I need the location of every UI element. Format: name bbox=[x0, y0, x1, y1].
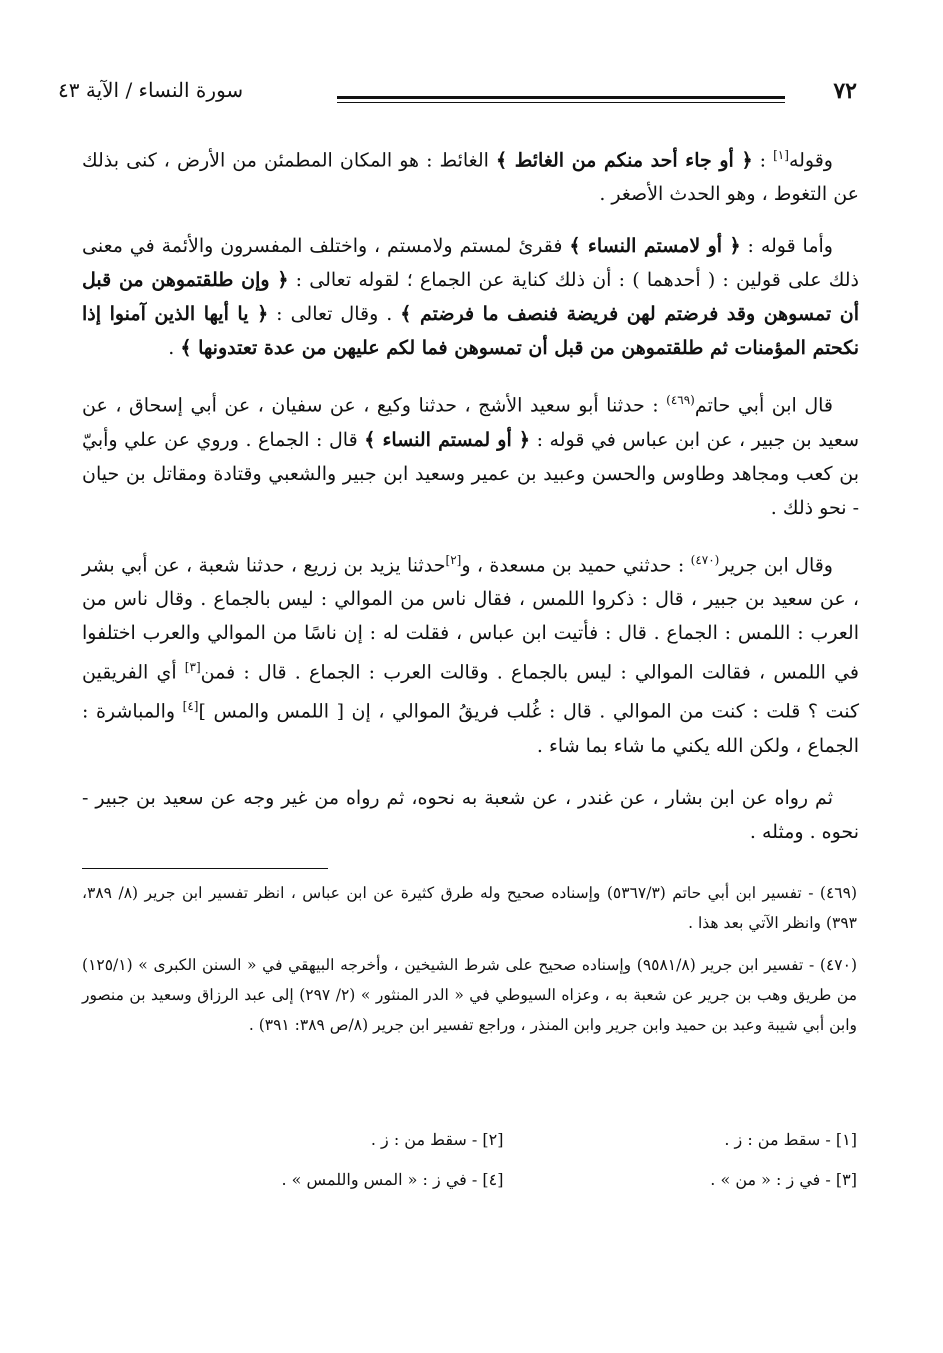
paragraph-text: أي الفريقين كنت ؟ قلت : كنت من الموالي . قال : غُلب فريقُ الموالي ، إن [ اللمس والمس ] bbox=[82, 661, 859, 723]
paragraph-text: ثم رواه عن ابن بشار ، عن غندر ، عن شعبة به نحوه، ثم رواه من غير وجه عن سعيد بن جبير - نحوه . ومثله . bbox=[82, 786, 859, 843]
reference-mark: (٤٧٠) bbox=[690, 552, 720, 567]
paragraph-text: قال : الجماع . وروي عن علي وأبيّ بن كعب ومجاهد وطاوس والحسن وعبيد بن عمير وسعيد ابن جبير والشعبي وقتادة ومقاتل بن حيان - نحو ذلك . bbox=[82, 428, 859, 519]
main-text bbox=[82, 138, 859, 867]
reference-mark: [٤] bbox=[182, 699, 199, 714]
page-number: ٧٢ bbox=[833, 78, 857, 104]
reference-mark: (٤٦٩) bbox=[666, 393, 695, 408]
quran-verse: ﴿ يا أيها الذين آمنوا إذا نكحتم المؤمنات ثم طلقتموهن من قبل أن تمسوهن فما لكم عليهن من عدة تعتدونها ﴾ bbox=[82, 303, 859, 360]
paragraph bbox=[82, 781, 859, 849]
quran-verse: ﴿ وإن طلقتموهن من قبل أن تمسوهن وقد فرضتم لهن فريضة فنصف ما فرضتم ﴾ bbox=[82, 269, 860, 326]
apparatus-note: [٢] - سقط من : ز . bbox=[370, 1130, 504, 1149]
paragraph-text: حدثنا يزيد بن زريع ، حدثنا شعبة ، عن أبي بشر ، عن سعيد بن جبير ، قال : ذكروا اللمس ، فقال ناس من الموالي : ليس بالجماع . وقال ناس من العرب : اللمس : الجماع . قال : فأتيت ابن عباس ، فقلت له : إن ناسًا من الموالي والعرب اختلفوا في اللمس ، فقالت الموالي : ليس بالجماع . وقالت العرب : الجماع . قال : فمن bbox=[82, 553, 859, 684]
paragraph-text: : حدثنا أبو سعيد الأشج ، حدثنا وكيع ، عن سفيان ، عن أبي إسحاق ، عن سعيد بن جبير ، عن ابن عباس في قوله : bbox=[82, 394, 859, 451]
paragraph-text: فقرئ لمستم ولامستم ، واختلف المفسرون والأئمة في معنى ذلك على قولين : ( أحدهما ) : أن ذلك كناية عن الجماع ؛ لقوله تعالى : bbox=[82, 235, 859, 292]
paragraph-text: والمباشرة : الجماع ، ولكن الله يكني ما شاء بما شاء . bbox=[82, 700, 859, 757]
quran-verse: ﴿ أو لمستم النساء ﴾ bbox=[364, 428, 531, 451]
paragraph-text: . وقال تعالى : bbox=[268, 303, 401, 326]
reference-mark: [٢] bbox=[445, 552, 462, 567]
paragraph bbox=[82, 383, 859, 524]
footnote: (٤٧٠) - تفسير ابن جرير (٩٥٨١/٨) وإسناده صحيح على شرط الشيخين ، وأخرجه البيهقي في « السنن الكبرى » (١٢٥/١) من طريق وهب بن جرير عن شعبة به ، وعزاه السيوطي في « الدر المنثور » (٢/ ٢٩٧) إلى عبد الرزاق وسعيد بن منصور وابن أبي شيبة وعبد بن حميد وابن جرير وابن المنذر ، وراجع تفسير ابن جرير (٨/ص ٣٨٩: ٣٩١) . bbox=[82, 956, 857, 1034]
paragraph-text: وأما قوله : bbox=[740, 235, 833, 258]
reference-mark: [٣] bbox=[184, 659, 201, 674]
paragraph bbox=[82, 138, 859, 211]
running-title: سورة النساء / الآية ٤٣ bbox=[58, 78, 244, 102]
paragraph-text: وقال ابن جرير bbox=[719, 553, 833, 576]
apparatus-note: [٤] - في ز : « المس واللمس » . bbox=[281, 1170, 504, 1189]
footnote: (٤٦٩) - تفسير ابن أبي حاتم (٥٣٦٧/٣) وإسناده صحيح وله طرق كثيرة عن ابن عباس ، انظر تفسير ابن جرير (٨/ ٣٨٩، ٣٩٣) وانظر الآتي بعد هذا . bbox=[82, 884, 857, 932]
paragraph-text: . bbox=[168, 337, 181, 360]
apparatus-notes bbox=[150, 1120, 857, 1200]
footnote-separator bbox=[82, 868, 328, 869]
note-row bbox=[150, 1160, 857, 1200]
reference-mark: [١] bbox=[773, 148, 789, 162]
page-header bbox=[58, 78, 857, 118]
apparatus-note: [١] - سقط من : ز . bbox=[724, 1130, 857, 1149]
paragraph-text: قال ابن أبي حاتم bbox=[694, 394, 833, 417]
apparatus-note: [٣] - في ز : « من » . bbox=[710, 1170, 857, 1189]
paragraph-text: الغائط : هو المكان المطمئن من الأرض ، كنى بذلك عن التغوط ، وهو الحدث الأصغر . bbox=[82, 149, 859, 206]
paragraph-text: : حدثني حميد بن مسعدة ، و bbox=[461, 553, 691, 576]
paragraph-text: : bbox=[752, 149, 774, 172]
footnotes bbox=[82, 878, 857, 1052]
paragraph bbox=[82, 229, 859, 365]
header-rule bbox=[337, 96, 785, 99]
quran-verse: ﴿ أو لامستم النساء ﴾ bbox=[569, 235, 741, 258]
paragraph bbox=[82, 543, 859, 763]
paragraph-text: وقوله bbox=[788, 149, 833, 172]
quran-verse: ﴿ أو جاء أحد منكم من الغائط ﴾ bbox=[495, 149, 753, 172]
note-row bbox=[150, 1120, 857, 1160]
